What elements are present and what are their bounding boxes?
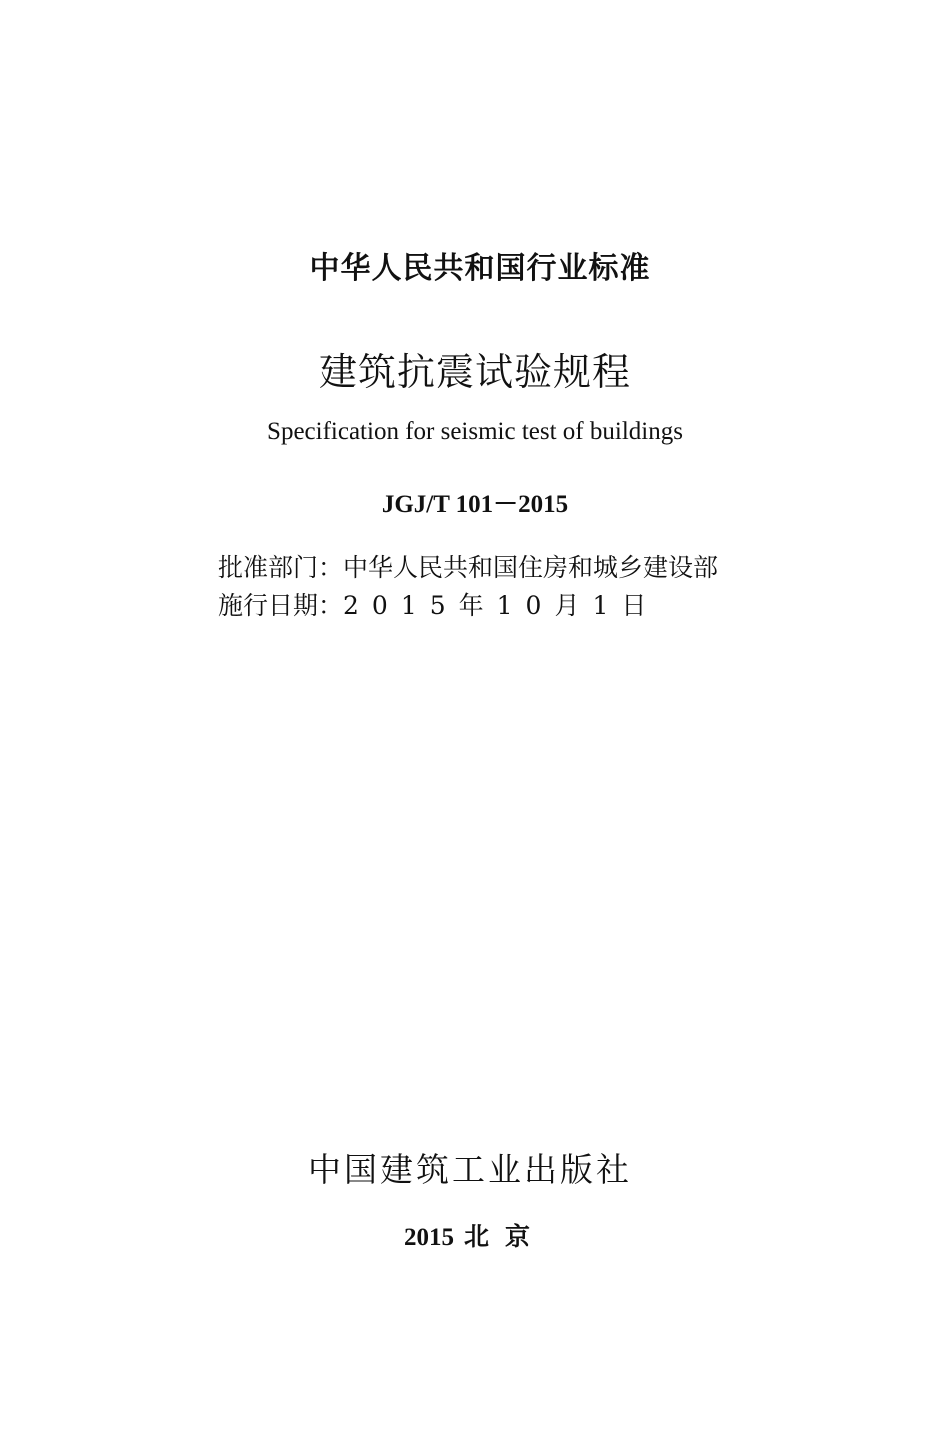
document-title-english: Specification for seismic test of buildings [267, 418, 683, 445]
implementation-date: 2015年10月1日 [343, 591, 660, 620]
document-title-chinese: 建筑抗震试验规程 [318, 350, 631, 394]
standard-code: JGJ/T 101－2015 [381, 491, 569, 518]
approval-label: 批准部门： [218, 553, 344, 582]
implementation-label: 施行日期： [218, 591, 344, 620]
publication-year-place [0, 1217, 950, 1253]
implementation-date-line [218, 586, 659, 622]
approval-value: 中华人民共和国住房和城乡建设部 [343, 553, 719, 582]
approval-department-line [218, 548, 718, 584]
publication-year: 2015 [403, 1224, 454, 1251]
publication-city: 北京 [463, 1222, 546, 1251]
publisher-name: 中国建筑工业出版社 [308, 1150, 632, 1189]
standard-type-heading: 中华人民共和国行业标准 [309, 251, 651, 286]
